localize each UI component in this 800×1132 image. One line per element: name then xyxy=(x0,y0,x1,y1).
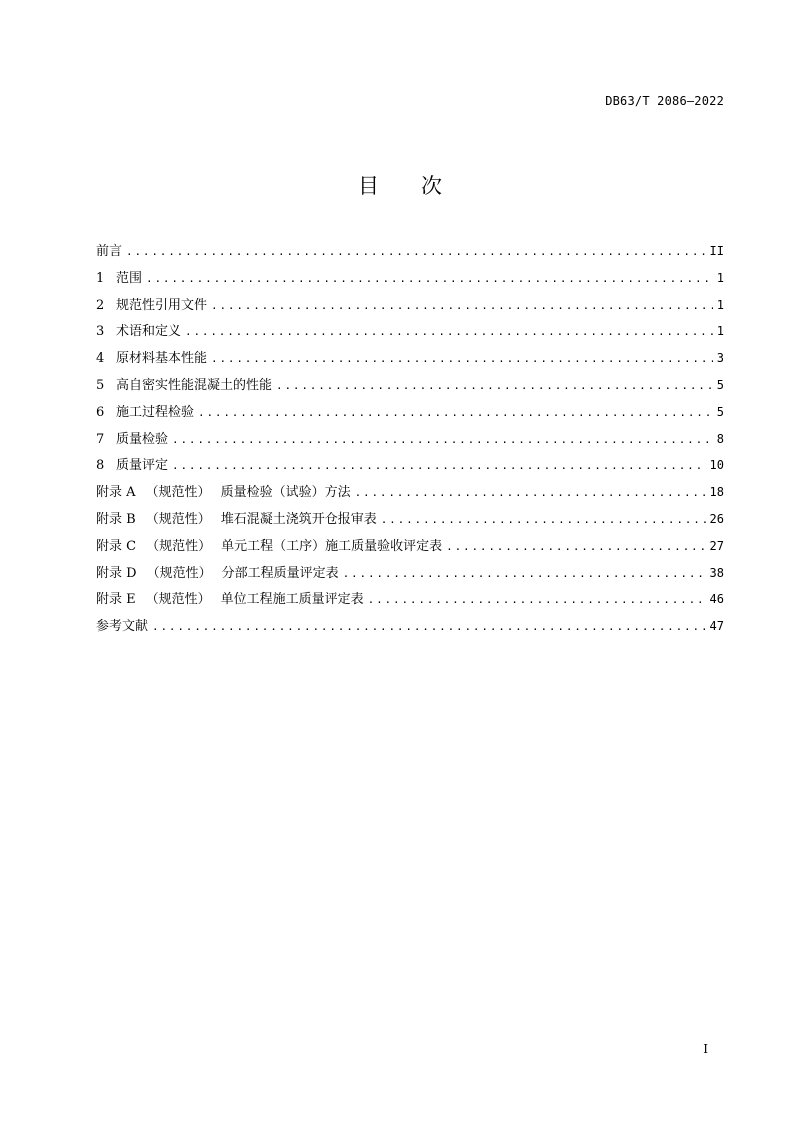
toc-entry-title: 质量检验（试验）方法 xyxy=(220,485,351,501)
appendix-prefix: 附 xyxy=(96,592,110,608)
toc-entry-page: 1 xyxy=(716,324,724,339)
table-of-contents xyxy=(96,240,724,642)
toc-entry-page: 10 xyxy=(709,458,724,473)
toc-leader-dots xyxy=(211,352,713,365)
toc-entry-5[interactable] xyxy=(96,374,724,401)
appendix-normative-tag: （规范性） xyxy=(146,538,212,554)
toc-entry-appendix-d[interactable] xyxy=(96,562,724,589)
toc-entry-title: 参考文献 xyxy=(96,619,149,635)
toc-entry-number: 7 xyxy=(96,431,105,447)
toc-entry-number: 3 xyxy=(96,324,105,340)
toc-entry-title: 质量评定 xyxy=(116,458,169,474)
toc-entry-number: 5 xyxy=(96,377,105,393)
toc-entry-1[interactable] xyxy=(96,267,724,294)
toc-entry-page: II xyxy=(709,244,724,258)
toc-entry-number: 2 xyxy=(96,297,105,313)
toc-leader-dots xyxy=(343,567,706,580)
toc-leader-dots xyxy=(368,593,706,606)
toc-entry-title: 高自密实性能混凝土的性能 xyxy=(116,377,273,393)
appendix-normative-tag: （规范性） xyxy=(145,592,211,608)
toc-entry-number: 1 xyxy=(96,270,105,286)
toc-entry-title: 原材料基本性能 xyxy=(116,351,208,367)
toc-entry-references[interactable] xyxy=(96,615,724,642)
toc-leader-dots xyxy=(185,325,713,338)
page-number: I xyxy=(703,1042,708,1056)
appendix-letter: 录 B xyxy=(109,511,136,527)
toc-leader-dots xyxy=(146,272,713,285)
toc-leader-dots xyxy=(276,379,713,392)
toc-entry-page: 5 xyxy=(716,404,724,419)
appendix-prefix: 附 xyxy=(96,485,110,501)
toc-entry-number: 8 xyxy=(96,458,105,474)
toc-entry-appendix-a[interactable] xyxy=(96,481,724,508)
appendix-normative-tag: （规范性） xyxy=(145,485,211,501)
toc-entry-8[interactable] xyxy=(96,454,724,481)
toc-entry-page: 1 xyxy=(716,297,724,312)
toc-entry-page: 3 xyxy=(716,351,724,366)
appendix-prefix: 附 xyxy=(96,511,110,527)
toc-entry-number: 4 xyxy=(96,351,105,367)
toc-entry-title: 堆石混凝土浇筑开仓报审表 xyxy=(220,511,377,527)
appendix-letter: 录 A xyxy=(109,485,136,501)
toc-leader-dots xyxy=(172,459,706,472)
toc-entry-title: 施工过程检验 xyxy=(116,404,195,420)
toc-entry-page: 26 xyxy=(709,511,724,526)
toc-entry-appendix-e[interactable] xyxy=(96,588,724,615)
toc-entry-number: 6 xyxy=(96,404,105,420)
toc-entry-appendix-c[interactable] xyxy=(96,535,724,562)
toc-entry-page: 5 xyxy=(716,377,724,392)
appendix-prefix: 附 xyxy=(96,565,110,581)
toc-entry-page: 47 xyxy=(709,619,724,634)
toc-leader-dots xyxy=(126,245,706,258)
toc-entry-6[interactable] xyxy=(96,401,724,428)
toc-leader-dots xyxy=(446,540,705,553)
toc-entry-page: 27 xyxy=(709,538,724,553)
appendix-normative-tag: （规范性） xyxy=(145,511,211,527)
appendix-letter: 录 D xyxy=(109,565,137,581)
document-code: DB63/T 2086—2022 xyxy=(605,94,724,108)
toc-entry-4[interactable] xyxy=(96,347,724,374)
toc-entry-2[interactable] xyxy=(96,294,724,321)
toc-entry-title: 单元工程（工序）施工质量验收评定表 xyxy=(221,538,443,554)
toc-entry-appendix-b[interactable] xyxy=(96,508,724,535)
toc-title-char-1: 目 xyxy=(358,174,379,198)
toc-entry-page: 1 xyxy=(716,270,724,285)
toc-leader-dots xyxy=(355,486,706,499)
toc-entry-title: 范围 xyxy=(116,270,143,286)
toc-leader-dots xyxy=(152,620,706,633)
toc-entry-title: 术语和定义 xyxy=(116,324,182,340)
toc-entry-foreword[interactable] xyxy=(96,240,724,267)
appendix-letter: 录 E xyxy=(109,592,136,608)
toc-entry-3[interactable] xyxy=(96,320,724,347)
appendix-prefix: 附 xyxy=(96,538,110,554)
toc-leader-dots xyxy=(211,299,713,312)
toc-entry-title: 规范性引用文件 xyxy=(116,297,208,313)
toc-entry-page: 18 xyxy=(709,485,724,500)
toc-entry-title: 质量检验 xyxy=(116,431,169,447)
toc-entry-title: 前言 xyxy=(96,244,123,259)
toc-entry-title: 单位工程施工质量评定表 xyxy=(220,592,364,608)
toc-entry-7[interactable] xyxy=(96,428,724,455)
toc-title xyxy=(0,170,800,200)
toc-leader-dots xyxy=(198,406,713,419)
toc-entry-title: 分部工程质量评定表 xyxy=(221,565,339,581)
toc-leader-dots xyxy=(172,433,713,446)
toc-leader-dots xyxy=(381,513,706,526)
appendix-normative-tag: （规范性） xyxy=(146,565,212,581)
toc-entry-page: 8 xyxy=(716,431,724,446)
toc-entry-page: 46 xyxy=(709,592,724,607)
toc-title-char-2: 次 xyxy=(421,174,442,198)
appendix-letter: 录 C xyxy=(109,538,137,554)
toc-entry-page: 38 xyxy=(709,565,724,580)
